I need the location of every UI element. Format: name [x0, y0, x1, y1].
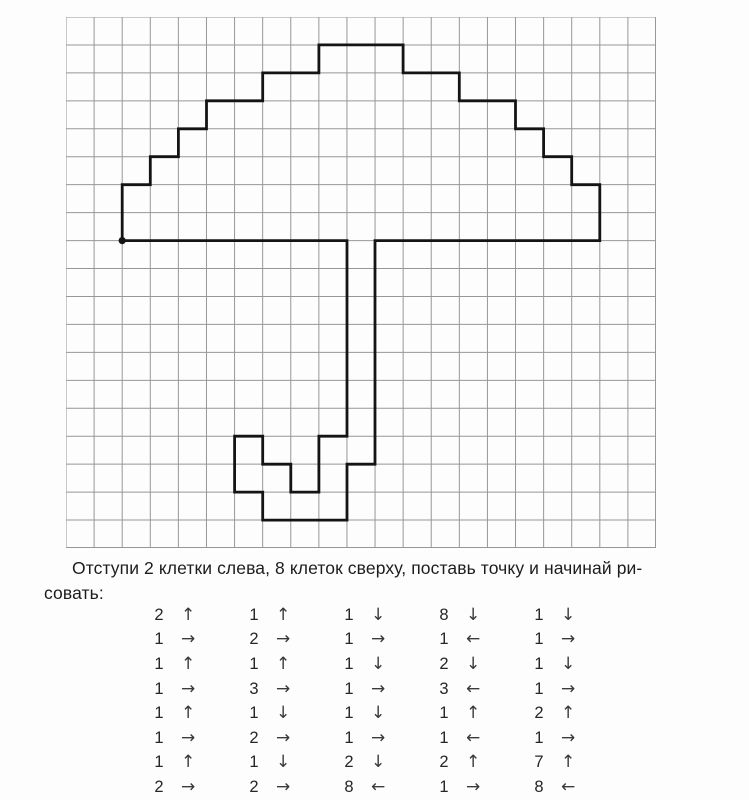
step-cell	[529, 677, 624, 702]
step-count: 7	[534, 753, 544, 772]
step-count: 2	[344, 753, 354, 772]
step-count: 1	[439, 728, 449, 747]
step-count: 1	[249, 654, 259, 673]
step-count: 1	[154, 679, 164, 698]
arrow-up-icon: ↑	[276, 604, 291, 625]
arrow-down-icon: ↓	[371, 703, 386, 724]
step-count: 1	[344, 728, 354, 747]
grid-lines	[66, 17, 656, 548]
step-cell	[149, 677, 244, 702]
step-cell	[244, 603, 339, 628]
arrow-down-icon: ↓	[276, 752, 291, 773]
arrow-right-icon: →	[371, 678, 386, 699]
arrow-right-icon: →	[276, 678, 291, 699]
step-cell	[339, 701, 434, 726]
arrow-right-icon: →	[181, 776, 196, 797]
arrow-up-icon: ↑	[181, 653, 196, 674]
arrow-up-icon: ↑	[466, 703, 481, 724]
step-count: 2	[249, 630, 259, 649]
arrow-right-icon: →	[371, 629, 386, 650]
step-cell	[529, 628, 624, 653]
step-cell	[529, 603, 624, 628]
arrow-up-icon: ↑	[561, 703, 576, 724]
arrow-down-icon: ↓	[371, 604, 386, 625]
step-count: 2	[439, 753, 449, 772]
arrow-down-icon: ↓	[371, 752, 386, 773]
dictation-grid	[66, 17, 656, 548]
arrow-up-icon: ↑	[181, 752, 196, 773]
arrow-right-icon: →	[561, 629, 576, 650]
arrow-down-icon: ↓	[371, 653, 386, 674]
step-cell	[434, 652, 529, 677]
step-count: 2	[154, 605, 164, 624]
arrow-right-icon: →	[276, 629, 291, 650]
step-count: 1	[249, 704, 259, 723]
step-count: 1	[439, 704, 449, 723]
step-cell	[339, 751, 434, 776]
step-count: 1	[154, 630, 164, 649]
umbrella-figure	[122, 45, 600, 520]
step-cell	[434, 726, 529, 751]
arrow-right-icon: →	[181, 678, 196, 699]
arrow-left-icon: ←	[466, 629, 481, 650]
step-cell	[149, 701, 244, 726]
step-cell	[339, 726, 434, 751]
step-cell	[149, 628, 244, 653]
instruction-line-1: Отступи 2 клетки слева, 8 клеток сверху, поставь точку и начинай ри-	[72, 558, 643, 578]
arrow-right-icon: →	[561, 727, 576, 748]
arrow-right-icon: →	[561, 678, 576, 699]
step-cell	[339, 677, 434, 702]
arrow-up-icon: ↑	[276, 653, 291, 674]
step-cell	[529, 751, 624, 776]
arrow-right-icon: →	[371, 727, 386, 748]
step-count: 1	[534, 630, 544, 649]
step-cell	[339, 603, 434, 628]
step-count: 8	[344, 777, 354, 796]
arrow-left-icon: ←	[371, 776, 386, 797]
step-count: 8	[534, 777, 544, 796]
step-count: 1	[344, 630, 354, 649]
step-count: 1	[439, 777, 449, 796]
arrow-right-icon: →	[276, 776, 291, 797]
arrow-right-icon: →	[181, 727, 196, 748]
arrow-up-icon: ↑	[181, 604, 196, 625]
arrow-up-icon: ↑	[561, 752, 576, 773]
step-count: 2	[534, 704, 544, 723]
step-count: 1	[154, 753, 164, 772]
step-count: 3	[439, 679, 449, 698]
step-cell	[529, 701, 624, 726]
step-cell	[434, 603, 529, 628]
step-cell	[149, 726, 244, 751]
step-count: 1	[534, 654, 544, 673]
step-count: 2	[154, 777, 164, 796]
step-cell	[244, 726, 339, 751]
arrow-down-icon: ↓	[276, 703, 291, 724]
arrow-up-icon: ↑	[181, 703, 196, 724]
step-count: 1	[154, 728, 164, 747]
step-count: 1	[344, 605, 354, 624]
step-count: 2	[249, 777, 259, 796]
step-count: 1	[534, 728, 544, 747]
arrow-right-icon: →	[466, 776, 481, 797]
step-count: 1	[439, 630, 449, 649]
step-cell	[244, 775, 339, 800]
instruction-line-2: совать:	[44, 583, 104, 603]
start-dot	[119, 237, 126, 244]
step-cell	[434, 628, 529, 653]
arrow-down-icon: ↓	[561, 604, 576, 625]
arrow-down-icon: ↓	[466, 653, 481, 674]
step-cell	[244, 677, 339, 702]
arrow-left-icon: ←	[466, 678, 481, 699]
step-count: 8	[439, 605, 449, 624]
step-cell	[149, 603, 244, 628]
step-cell	[434, 751, 529, 776]
step-cell	[529, 775, 624, 800]
step-count: 3	[249, 679, 259, 698]
step-cell	[244, 652, 339, 677]
step-count: 1	[344, 679, 354, 698]
step-count: 1	[344, 704, 354, 723]
step-cell	[149, 751, 244, 776]
arrow-right-icon: →	[181, 629, 196, 650]
arrow-right-icon: →	[276, 727, 291, 748]
step-cell	[149, 652, 244, 677]
step-cell	[434, 775, 529, 800]
step-cell	[529, 726, 624, 751]
step-count: 1	[344, 654, 354, 673]
step-cell	[149, 775, 244, 800]
step-count: 1	[534, 679, 544, 698]
arrow-left-icon: ←	[466, 727, 481, 748]
step-count: 1	[154, 704, 164, 723]
arrow-down-icon: ↓	[561, 653, 576, 674]
step-cell	[434, 701, 529, 726]
step-count: 1	[534, 605, 544, 624]
step-count: 1	[249, 753, 259, 772]
step-cell	[244, 751, 339, 776]
arrow-left-icon: ←	[561, 776, 576, 797]
step-cell	[339, 652, 434, 677]
steps-table	[149, 603, 624, 800]
step-count: 2	[249, 728, 259, 747]
step-cell	[244, 628, 339, 653]
step-count: 1	[154, 654, 164, 673]
step-cell	[339, 775, 434, 800]
step-count: 2	[439, 654, 449, 673]
arrow-down-icon: ↓	[466, 604, 481, 625]
step-count: 1	[249, 605, 259, 624]
step-cell	[339, 628, 434, 653]
step-cell	[529, 652, 624, 677]
arrow-up-icon: ↑	[466, 752, 481, 773]
step-cell	[244, 701, 339, 726]
instruction-text	[44, 556, 716, 606]
step-cell	[434, 677, 529, 702]
